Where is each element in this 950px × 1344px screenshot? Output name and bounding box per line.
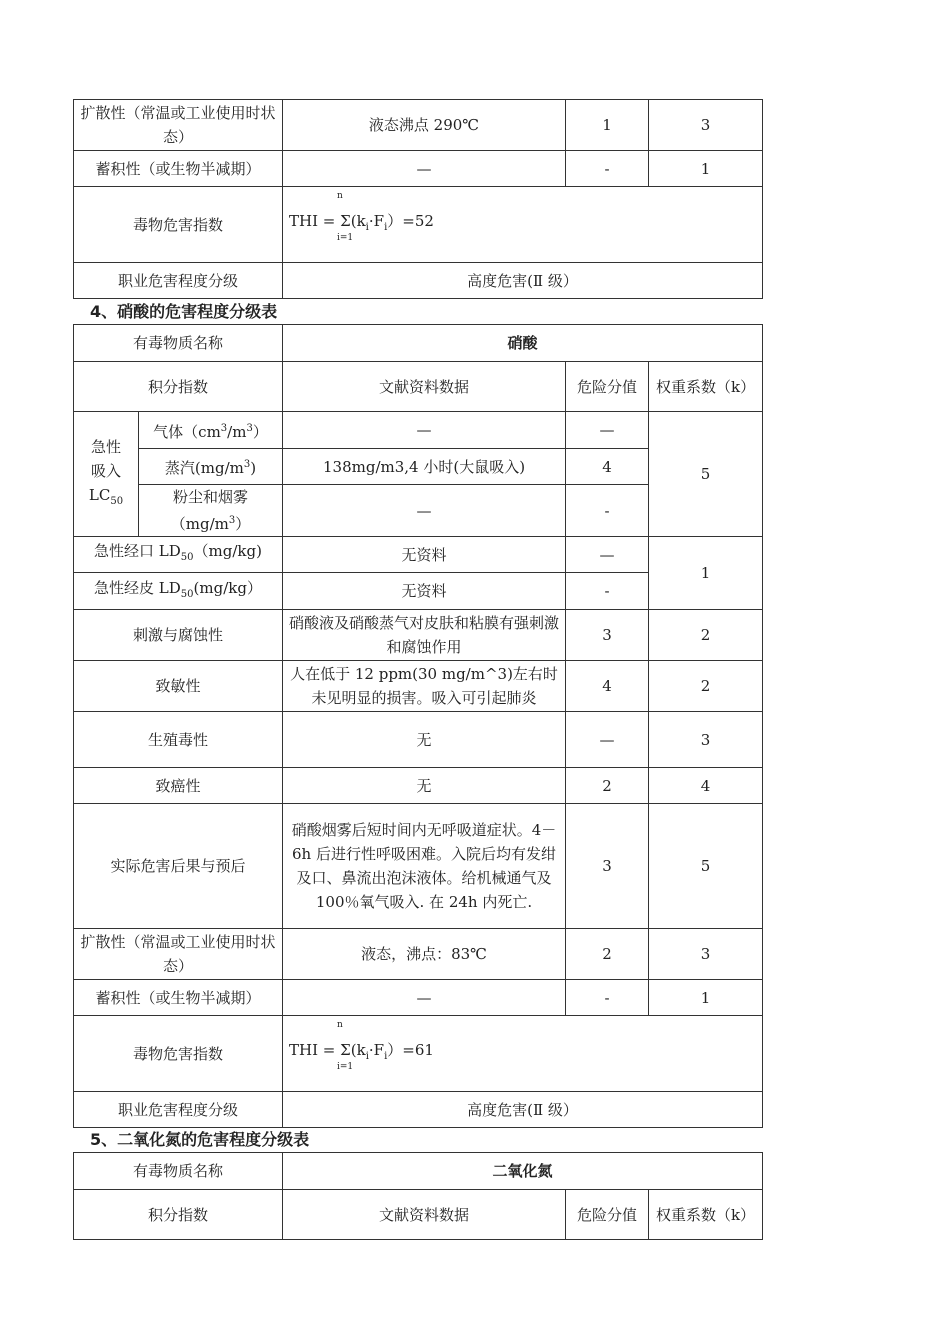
dust-label: 粉尘和烟雾 $(mg/m^3)$: [139, 485, 283, 537]
thi-label: 毒物危害指数: [74, 1016, 283, 1092]
acute-inhalation-label: 急性 吸入 $LC_{50}$: [74, 412, 139, 537]
table-row: [74, 100, 763, 151]
nitric-acid-table: [73, 324, 763, 1128]
actual-harm-weight: 5: [649, 804, 763, 929]
carcinogenic-label: 致癌性: [74, 768, 283, 804]
carcinogenic-data: 无: [283, 768, 566, 804]
substance-name: 硝酸: [283, 325, 763, 362]
header-index: 积分指数: [74, 362, 283, 412]
sum-upper-limit: n: [337, 191, 343, 201]
table-row: [74, 610, 763, 661]
diffusion-label: 扩散性（常温或工业使用时状态）: [74, 929, 283, 980]
accumulation-score: -: [566, 980, 649, 1016]
gas-data: —: [283, 412, 566, 449]
substance-label: 有毒物质名称: [74, 325, 283, 362]
diffusion-score: 2: [566, 929, 649, 980]
sensitization-data: 人在低于 12 ppm(30 mg/m^3)左右时未见明显的损害。吸入可引起肺炎: [283, 661, 566, 712]
oral-data: 无资料: [283, 537, 566, 573]
header-weight: 权重系数（k）: [649, 1190, 763, 1240]
diffusion-data: 液态沸点 290℃: [283, 100, 566, 151]
diffusion-weight: 3: [649, 929, 763, 980]
dust-data: —: [283, 485, 566, 537]
diffusion-weight: 3: [649, 100, 763, 151]
ld-weight: 1: [649, 537, 763, 610]
header-data: 文献资料数据: [283, 1190, 566, 1240]
substance-name: 二氧化氮: [283, 1153, 763, 1190]
nitrogen-dioxide-table: [73, 1152, 763, 1240]
irritation-data: 硝酸液及硝酸蒸气对皮肤和粘膜有强刺激和腐蚀作用: [283, 610, 566, 661]
reproductive-data: 无: [283, 712, 566, 768]
accumulation-label: 蓄积性（或生物半减期）: [74, 980, 283, 1016]
carcinogenic-score: 2: [566, 768, 649, 804]
table-row: [74, 1153, 763, 1190]
actual-harm-label: 实际危害后果与预后: [74, 804, 283, 929]
dermal-label: 急性经皮 $LD_{50}(mg/kg)$: [74, 573, 283, 610]
thi-label: 毒物危害指数: [74, 187, 283, 263]
irritation-weight: 2: [649, 610, 763, 661]
grade-label: 职业危害程度分级: [74, 263, 283, 299]
actual-harm-data: 硝酸烟雾后短时间内无呼吸道症状。4－6h 后进行性呼吸困难。入院后均有发绀及口、鼻流出泡沫液体。给机械通气及 100％氧气吸入. 在 24h 内死亡.: [283, 804, 566, 929]
dermal-data: 无资料: [283, 573, 566, 610]
oral-label: 急性经口 $LD_{50}(mg/kg)$: [74, 537, 283, 573]
sensitization-label: 致敏性: [74, 661, 283, 712]
accumulation-weight: 1: [649, 151, 763, 187]
section-5-heading: 5、二氧化氮的危害程度分级表: [90, 1130, 310, 1149]
grade-label: 职业危害程度分级: [74, 1092, 283, 1128]
vapor-label: 蒸汽$(mg/m^3)$: [139, 449, 283, 485]
sum-lower-limit: i=1: [337, 233, 354, 243]
header-data: 文献资料数据: [283, 362, 566, 412]
irritation-score: 3: [566, 610, 649, 661]
accumulation-weight: 1: [649, 980, 763, 1016]
table-row: [74, 1016, 763, 1092]
vapor-data: 138mg/m3,4 小时(大鼠吸入): [283, 449, 566, 485]
diffusion-data: 液态，沸点：83℃: [283, 929, 566, 980]
table-row: [74, 325, 763, 362]
actual-harm-score: 3: [566, 804, 649, 929]
reproductive-score: —: [566, 712, 649, 768]
table-row: [74, 804, 763, 929]
table-header-row: [74, 1190, 763, 1240]
carcinogenic-weight: 4: [649, 768, 763, 804]
accumulation-label: 蓄积性（或生物半减期）: [74, 151, 283, 187]
substance-label: 有毒物质名称: [74, 1153, 283, 1190]
table-row: [74, 187, 763, 263]
sum-lower-limit: i=1: [337, 1062, 354, 1072]
table-row: [74, 768, 763, 804]
sum-upper-limit: n: [337, 1020, 343, 1030]
header-score: 危险分值: [566, 1190, 649, 1240]
table-header-row: [74, 362, 763, 412]
inhalation-weight: 5: [649, 412, 763, 537]
grade-value: 高度危害(Ⅱ 级）: [283, 263, 763, 299]
sensitization-score: 4: [566, 661, 649, 712]
irritation-label: 刺激与腐蚀性: [74, 610, 283, 661]
header-weight: 权重系数（k）: [649, 362, 763, 412]
table-row: [74, 980, 763, 1016]
table-row: [74, 263, 763, 299]
accumulation-data: —: [283, 151, 566, 187]
gas-label: 气体$(cm^3/m^3)$: [139, 412, 283, 449]
header-score: 危险分值: [566, 362, 649, 412]
table-row: [74, 929, 763, 980]
reproductive-label: 生殖毒性: [74, 712, 283, 768]
thi-formula: n THI = $\Sigma(k_i\cdot F_i)=52$ i=1: [283, 187, 763, 263]
table-row: [74, 151, 763, 187]
table-row: [74, 712, 763, 768]
header-index: 积分指数: [74, 1190, 283, 1240]
table-row: [74, 661, 763, 712]
vapor-score: 4: [566, 449, 649, 485]
accumulation-data: —: [283, 980, 566, 1016]
diffusion-score: 1: [566, 100, 649, 151]
thi-formula: n THI = $\Sigma(k_i\cdot F_i)=61$ i=1: [283, 1016, 763, 1092]
grade-value: 高度危害(Ⅱ 级）: [283, 1092, 763, 1128]
reproductive-weight: 3: [649, 712, 763, 768]
table-previous-substance: [73, 99, 763, 299]
gas-score: —: [566, 412, 649, 449]
accumulation-score: -: [566, 151, 649, 187]
sensitization-weight: 2: [649, 661, 763, 712]
dust-score: -: [566, 485, 649, 537]
oral-score: —: [566, 537, 649, 573]
table-row: [74, 412, 763, 449]
table-row: [74, 537, 763, 573]
diffusion-label: 扩散性（常温或工业使用时状态）: [74, 100, 283, 151]
section-4-heading: 4、硝酸的危害程度分级表: [90, 302, 278, 321]
dermal-score: -: [566, 573, 649, 610]
table-row: [74, 1092, 763, 1128]
